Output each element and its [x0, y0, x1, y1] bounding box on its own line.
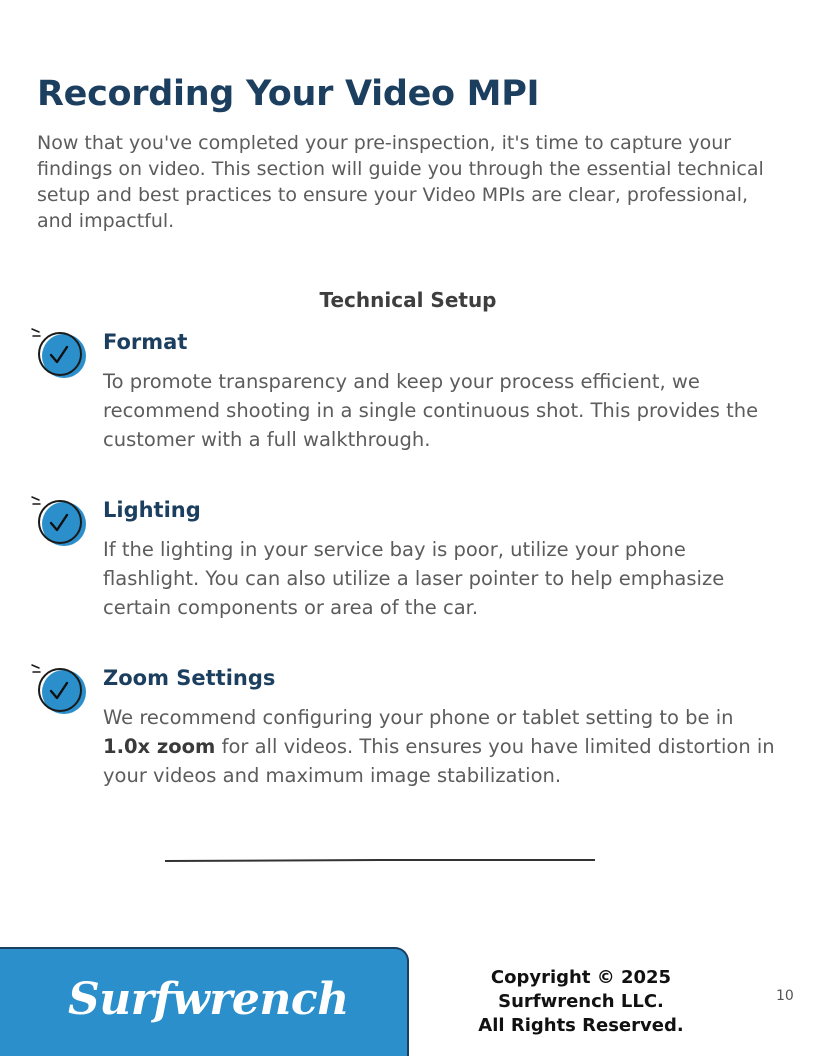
item-body-emphasis: 1.0x zoom [103, 735, 216, 758]
check-icon [30, 495, 90, 551]
item-body: If the lighting in your service bay is poor, utilize your phone flashlight. You can also utilize a laser pointer to help emphasize certain components or area of the car. [103, 538, 725, 619]
item-body-text: We recommend configuring your phone or tablet setting to be in [103, 706, 734, 729]
copyright-line: Surfwrench LLC. [498, 991, 664, 1012]
section-heading: Technical Setup [319, 288, 497, 312]
item-body: To promote transparency and keep your process efficient, we recommend shooting in a single continuous shot. This provides the customer with a full walkthrough. [103, 370, 759, 451]
divider [165, 857, 595, 863]
copyright-line: All Rights Reserved. [478, 1015, 684, 1036]
brand-logo: Surfwrench [68, 974, 349, 1025]
item-title: Lighting [103, 498, 201, 522]
copyright [440, 966, 722, 1038]
item-body [103, 703, 783, 790]
copyright-line: Copyright © 2025 [490, 967, 672, 988]
intro-paragraph: Now that you've completed your pre-inspection, it's time to capture your findings on video. This section will guide you through the essential technical setup and best practices to ensure your Video MPIs are clear, professional, and impactful. [37, 132, 764, 232]
check-icon [30, 663, 90, 719]
item-body-text: for all videos. This ensures you have limited distortion in your videos and maximum image stabilization. [103, 735, 775, 787]
page-title: Recording Your Video MPI [37, 74, 540, 114]
footer-brand-panel [0, 947, 409, 1056]
item-title: Zoom Settings [103, 666, 276, 690]
page-number: 10 [776, 988, 794, 1004]
check-icon [30, 327, 90, 383]
item-title: Format [103, 330, 188, 354]
